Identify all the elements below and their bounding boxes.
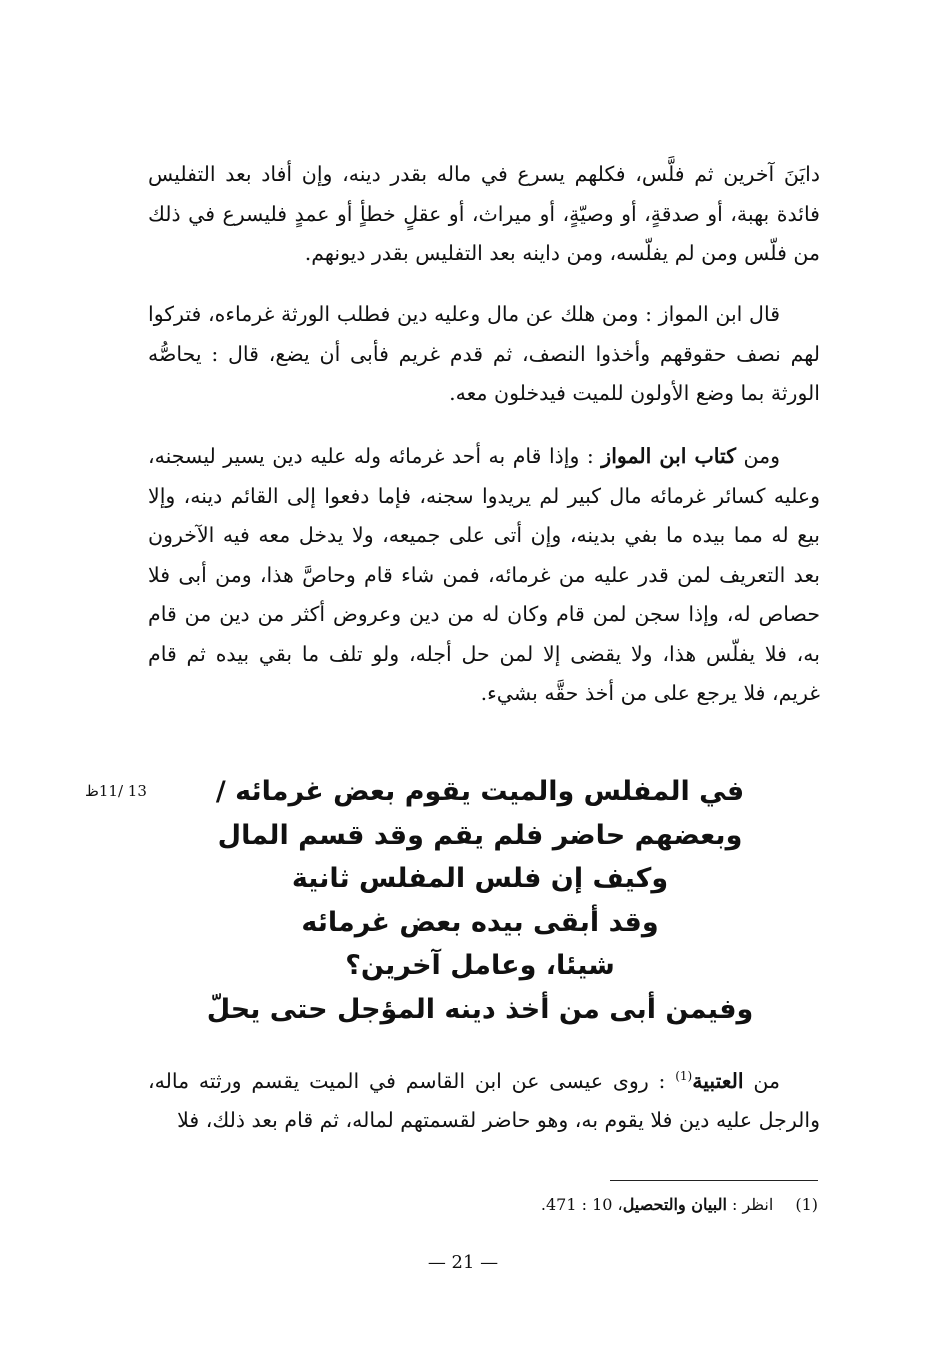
paragraph-1: دايَنَ آخرين ثم فلَّس، فكلهم يسرع في ماله بقدر دينه، وإن أفاد بعد التفليس فائدة بهبة، أو صدقةٍ، أو وصيّةٍ، أو ميراث، أو عقلٍ خطأٍ أو عمدٍ فليسرع في ذلك من فلّس ومن لم يفلّسه، ومن داينه بعد التفليس بقدر ديونهم. <box>148 162 820 265</box>
heading-line: في المفلس والميت يقوم بعض غرمائه / <box>215 776 745 807</box>
heading-line: شيئا، وعامل آخرين؟ <box>345 950 615 981</box>
footnote-source-title: البيان والتحصيل <box>622 1195 727 1214</box>
paragraph-3 <box>148 437 820 714</box>
section-heading <box>200 770 760 1031</box>
footnote-divider <box>610 1180 818 1181</box>
manuscript-folio-note: 13 /11ظ <box>85 782 147 800</box>
footnote-reference: (1) <box>675 1069 693 1083</box>
footnote <box>420 1192 818 1218</box>
paragraph-3-body: : وإذا قام به أحد غرمائه وله عليه دين يسير ليسجنه، وعليه كسائر غرمائه مال كبير لم يريدوا سجنه، فإما دفعوا إلى القائم دينه، وإلا بيع له مما بيده ما بفي بدينه، وإن أتى على جميعه، ولا يدخل معه فيه الآخرون بعد التعريف لمن قدر عليه من غرمائه، فمن شاء قام وحاصَّ هذا، ومن أبى فلا حصاص له، وإذا سجن لمن قام وكان له من دين وعروض أكثر من دين من قام به، فلا يفلّس هذا، ولا يقضى إلا لمن حل أجله، ولو تلف ما بقي بيده ثم قام غريم، فلا يرجع على من أخذ حقَّه بشيء. <box>148 444 820 705</box>
paragraph-2: قال ابن المواز : ومن هلك عن مال وعليه دين فطلب الورثة غرماءه، فتركوا لهم نصف حقوقهم وأخذوا النصف، ثم قدم غريم فأبى أن يضع، قال : يحاصُّه الورثة بما وضع الأولون للميت فيدخلون معه. <box>148 302 820 405</box>
heading-line: وقد أبقى بيده بعض غرمائه <box>301 906 659 938</box>
page-number: — 21 — <box>427 1252 499 1273</box>
footnote-prefix: انظر : <box>726 1195 774 1214</box>
paragraph-4 <box>148 1057 820 1141</box>
heading-line: وفيمن أبى من أخذ دينه المؤجل حتى يحلّ <box>206 993 754 1025</box>
heading-line: وكيف إن فلس المفلس ثانية <box>291 863 669 894</box>
heading-line: وبعضهم حاضر فلم يقم وقد قسم المال <box>217 819 743 851</box>
paragraph-4-prefix: من <box>743 1068 780 1093</box>
paragraph-3-prefix: ومن <box>736 444 780 468</box>
footnote-citation: ، 10 : 471. <box>540 1195 623 1214</box>
footnote-number: (1) <box>795 1195 818 1214</box>
source-title-ibn-al-mawaz: كتاب ابن المواز <box>601 444 737 468</box>
source-title-al-utbiyya: العتبية <box>692 1068 744 1093</box>
paragraph-4-body: : روى عيسى عن ابن القاسم في الميت يقسم ورثته ماله، والرجل عليه دين فلا يقوم به، وهو حاضر لقسمتهم لماله، ثم قام بعد ذلك، فلا <box>148 1068 820 1133</box>
